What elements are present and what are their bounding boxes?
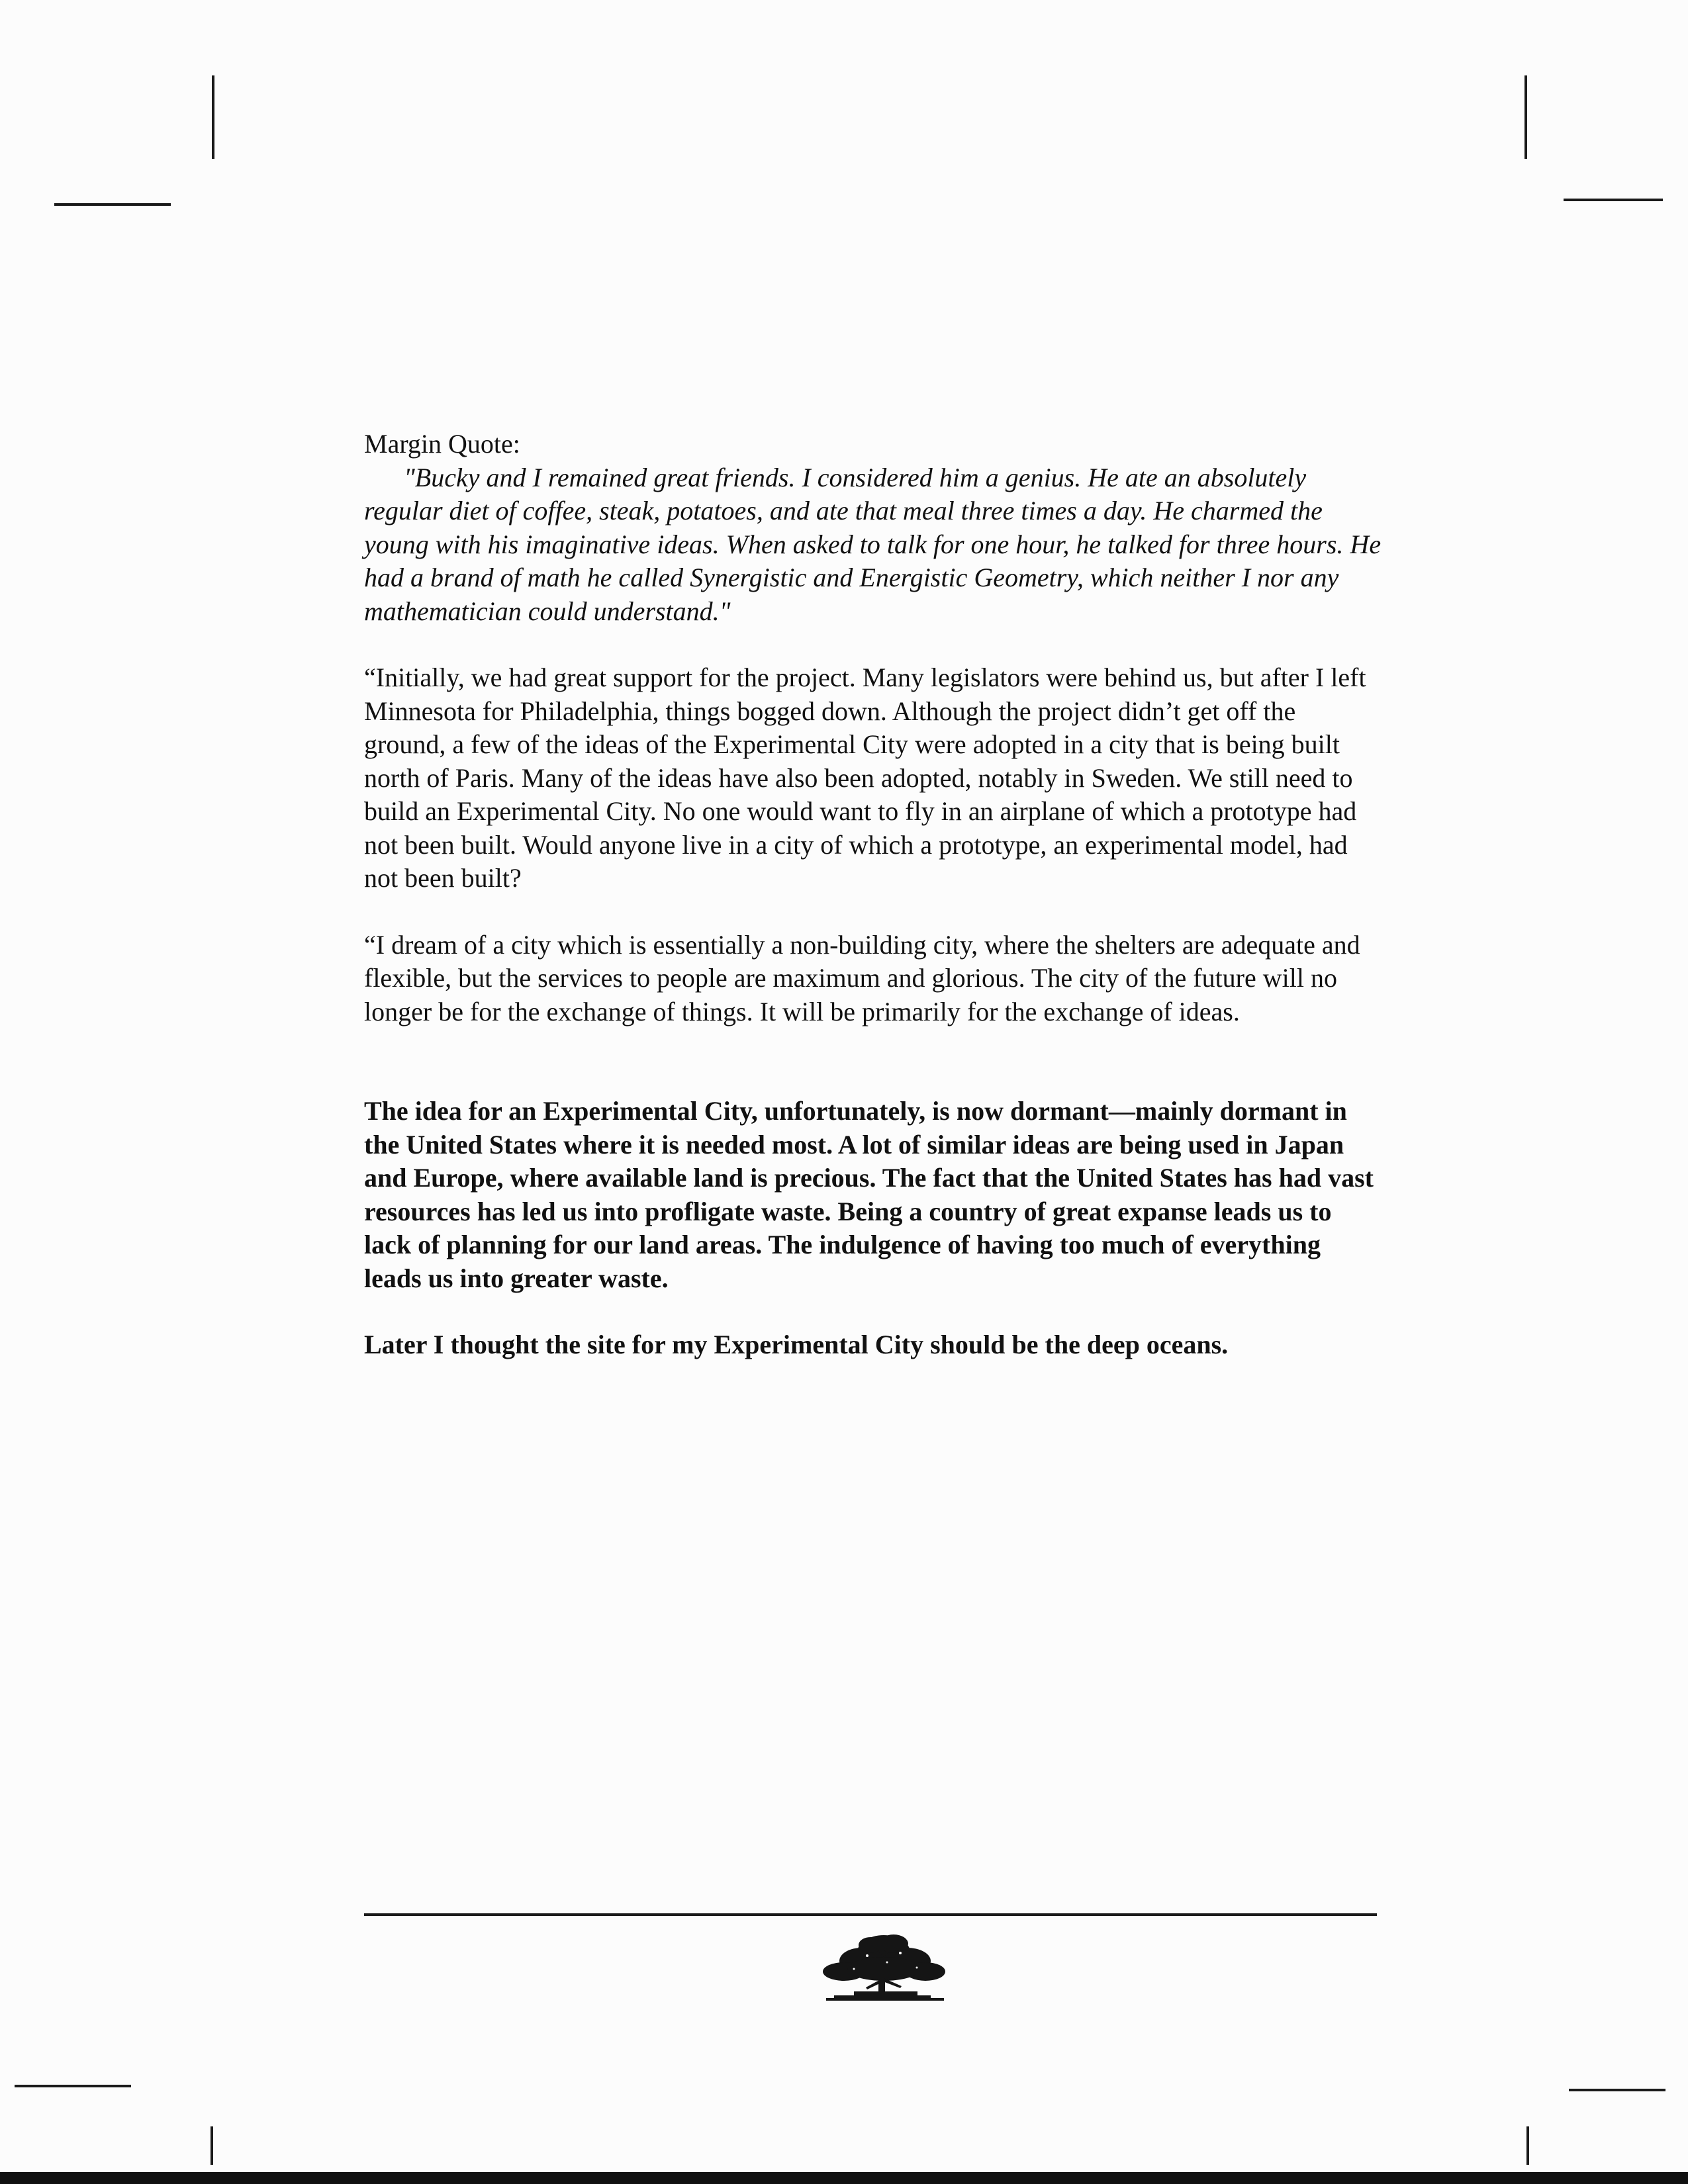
paragraph-deep-oceans: Later I thought the site for my Experimental City should be the deep oceans. (364, 1330, 1229, 1359)
oak-tree-icon (814, 1923, 953, 2009)
paragraph-dormant: The idea for an Experimental City, unfortunately, is now dormant—mainly dormant in the United States where it is needed most. A lot of similar ideas are being used in Japan and Europe, where available land is precious. The fact that the United States has had vast resources has led us into profligate waste. Being a country of great expanse leads us to lack of planning for our land areas. The indulgence of having too much of everything leads us into greater waste. (364, 1096, 1374, 1293)
paragraph-initially: “Initially, we had great support for the project. Many legislators were behind us, but after I left Minnesota for Philadelphia, things bogged down. Although the project didn’t get off the ground, a few of the ideas of the Experimental City were adopted in a city that is being built north of Paris. Many of the ideas have also been adopted, notably in Sweden. We still need to build an Experimental City. No one would want to fly in an airplane of which a prototype had not been built. Would anyone live in a city of which a prototype, an experimental model, had not been built? (364, 662, 1366, 893)
margin-quote-text: "Bucky and I remained great friends. I considered him a genius. He ate an absolutely regular diet of coffee, steak, potatoes, and ate that meal three times a day. He charmed the young with his imaginative ideas. When asked to talk for one hour, he talked for three hours. He had a brand of math he called Synergistic and Energistic Geometry, which neither I nor any mathematician could understand." (364, 462, 1382, 626)
crop-mark-top-left-vertical (212, 75, 214, 159)
scan-bottom-edge (0, 2172, 1688, 2184)
margin-quote-label: Margin Quote: (364, 429, 520, 459)
crop-mark-top-left-horizontal (54, 203, 171, 206)
crop-mark-top-right-vertical (1524, 75, 1527, 159)
crop-mark-bottom-right-horizontal (1569, 2089, 1665, 2091)
crop-mark-bottom-left-horizontal (15, 2085, 131, 2087)
footer-rule (364, 1913, 1377, 1916)
crop-mark-top-right-horizontal (1564, 199, 1663, 201)
paragraph-dream: “I dream of a city which is essentially a non-building city, where the shelters are adequate and flexible, but the services to people are maximum and glorious. The city of the future will no longer be for the exchange of things. It will be primarily for the exchange of ideas. (364, 929, 1360, 1026)
crop-mark-bottom-right-vertical (1526, 2126, 1529, 2165)
document-body (364, 428, 1383, 1395)
crop-mark-bottom-left-vertical (211, 2126, 213, 2165)
